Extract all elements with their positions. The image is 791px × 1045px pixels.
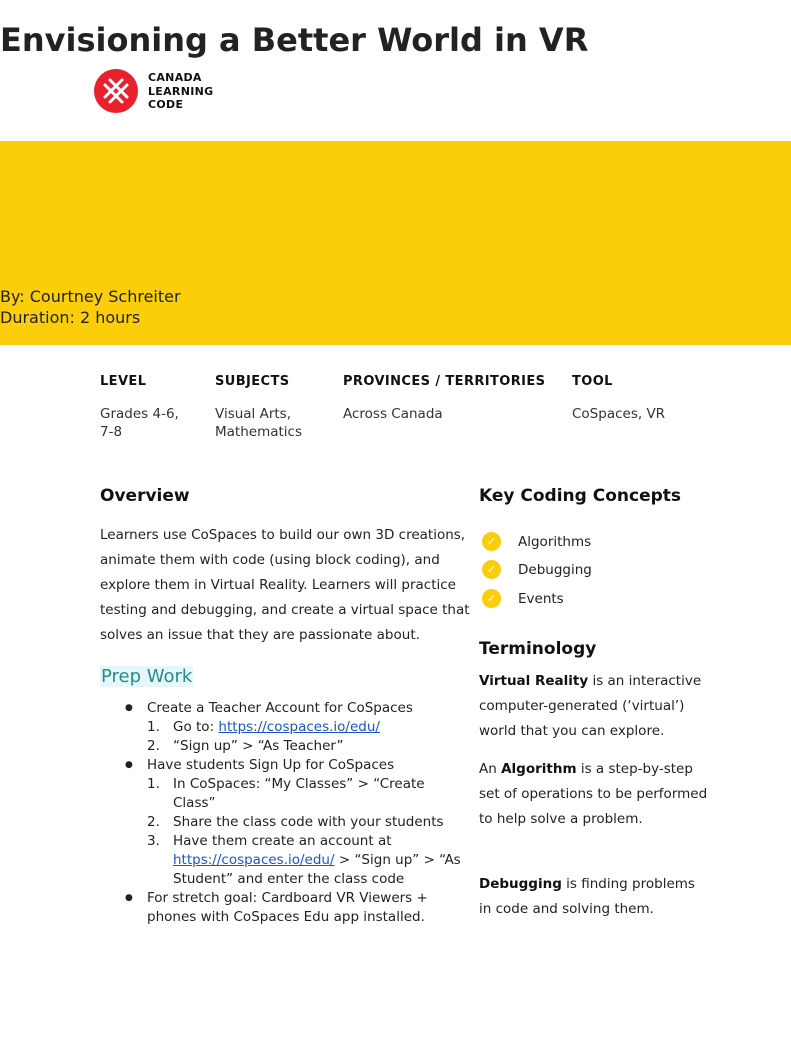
overview-heading: Overview bbox=[100, 486, 190, 507]
prep-work-heading: Prep Work bbox=[101, 666, 193, 688]
term-definition bbox=[479, 872, 709, 922]
list-item: ● For stretch goal: Cardboard VR Viewers + phones with CoSpaces Edu app installed. bbox=[125, 889, 470, 927]
definition-prefix: An bbox=[479, 761, 502, 778]
list-text: Share the class code with your students bbox=[173, 814, 444, 831]
subjects-value bbox=[215, 405, 302, 441]
subjects-label: SUBJECTS bbox=[215, 374, 290, 390]
concept-label: Events bbox=[518, 590, 564, 607]
checkmark-icon: ✓ bbox=[482, 589, 501, 608]
overview-text: Learners use CoSpaces to build our own 3D creations, animate them with code (using block coding), and explore them in Virtual Reality. Learners will practice testing and debugging, and create a virtual space that solves an issue that they are passionate about. bbox=[100, 527, 470, 644]
list-number: 1. bbox=[147, 776, 160, 793]
term: Virtual Reality bbox=[479, 673, 589, 690]
list-number: 3. bbox=[147, 833, 160, 850]
list-number: 1. bbox=[147, 719, 160, 736]
list-item: ● Have students Sign Up for CoSpaces bbox=[125, 756, 470, 775]
list-subitem bbox=[125, 737, 470, 756]
concept-item bbox=[482, 589, 564, 608]
provinces-label: PROVINCES / TERRITORIES bbox=[343, 374, 546, 390]
list-text: Have them create an account at bbox=[173, 833, 392, 850]
definition: is a step-by-step set of operations to be performed to help solve a problem. bbox=[479, 761, 708, 828]
list-number: 2. bbox=[147, 814, 160, 831]
cospaces-link[interactable]: https://cospaces.io/edu/ bbox=[218, 719, 380, 736]
terminology-heading: Terminology bbox=[479, 639, 597, 660]
concept-item bbox=[482, 532, 591, 551]
tool-value: CoSpaces, VR bbox=[572, 406, 666, 423]
level-label: LEVEL bbox=[100, 374, 147, 390]
duration: Duration: 2 hours bbox=[0, 308, 141, 328]
level-value-line-2: 7-8 bbox=[100, 424, 123, 441]
list-item: ● Create a Teacher Account for CoSpaces bbox=[125, 699, 470, 718]
definition: is finding problems in code and solving them. bbox=[479, 876, 695, 918]
list-number: 2. bbox=[147, 738, 160, 755]
provinces-value: Across Canada bbox=[343, 406, 443, 423]
term-definition bbox=[479, 669, 709, 744]
brand-logo bbox=[94, 69, 213, 113]
list-text: In CoSpaces: “My Classes” > “Create Class” bbox=[173, 776, 425, 812]
prep-work-list bbox=[125, 699, 470, 927]
checkmark-icon: ✓ bbox=[482, 560, 501, 579]
brand-line-1: CANADA bbox=[148, 71, 202, 85]
subjects-value-line-2: Mathematics bbox=[215, 424, 302, 441]
list-subitem bbox=[125, 718, 470, 737]
list-text: Go to: bbox=[173, 719, 215, 736]
author: By: Courtney Schreiter bbox=[0, 287, 181, 307]
brand-line-3: CODE bbox=[148, 98, 184, 112]
canada-learning-code-logo-icon bbox=[94, 69, 138, 113]
list-text: > “Sign up” > “As Student” and enter the class code bbox=[173, 852, 461, 888]
concept-label: Debugging bbox=[518, 561, 592, 578]
list-subitem bbox=[125, 832, 470, 889]
cospaces-link[interactable]: https://cospaces.io/edu/ bbox=[173, 852, 335, 869]
concept-label: Algorithms bbox=[518, 533, 592, 550]
brand-line-2: LEARNING bbox=[148, 84, 214, 98]
concepts-heading: Key Coding Concepts bbox=[479, 486, 682, 507]
level-value bbox=[100, 405, 179, 441]
tool-label: TOOL bbox=[572, 374, 613, 390]
brand-wordmark bbox=[148, 71, 213, 112]
page-title: Envisioning a Better World in VR bbox=[0, 21, 589, 60]
term: Algorithm bbox=[501, 761, 577, 778]
list-subitem bbox=[125, 775, 470, 813]
list-text: “Sign up” > “As Teacher” bbox=[173, 738, 344, 755]
concept-item bbox=[482, 560, 592, 579]
list-subitem bbox=[125, 813, 470, 832]
term: Debugging bbox=[479, 876, 562, 893]
level-value-line-1: Grades 4-6, bbox=[100, 406, 179, 423]
checkmark-icon: ✓ bbox=[482, 532, 501, 551]
term-definition bbox=[479, 757, 709, 832]
definition: is an interactive computer-generated (‘virtual’) world that you can explore. bbox=[479, 673, 702, 740]
subjects-value-line-1: Visual Arts, bbox=[215, 406, 291, 423]
